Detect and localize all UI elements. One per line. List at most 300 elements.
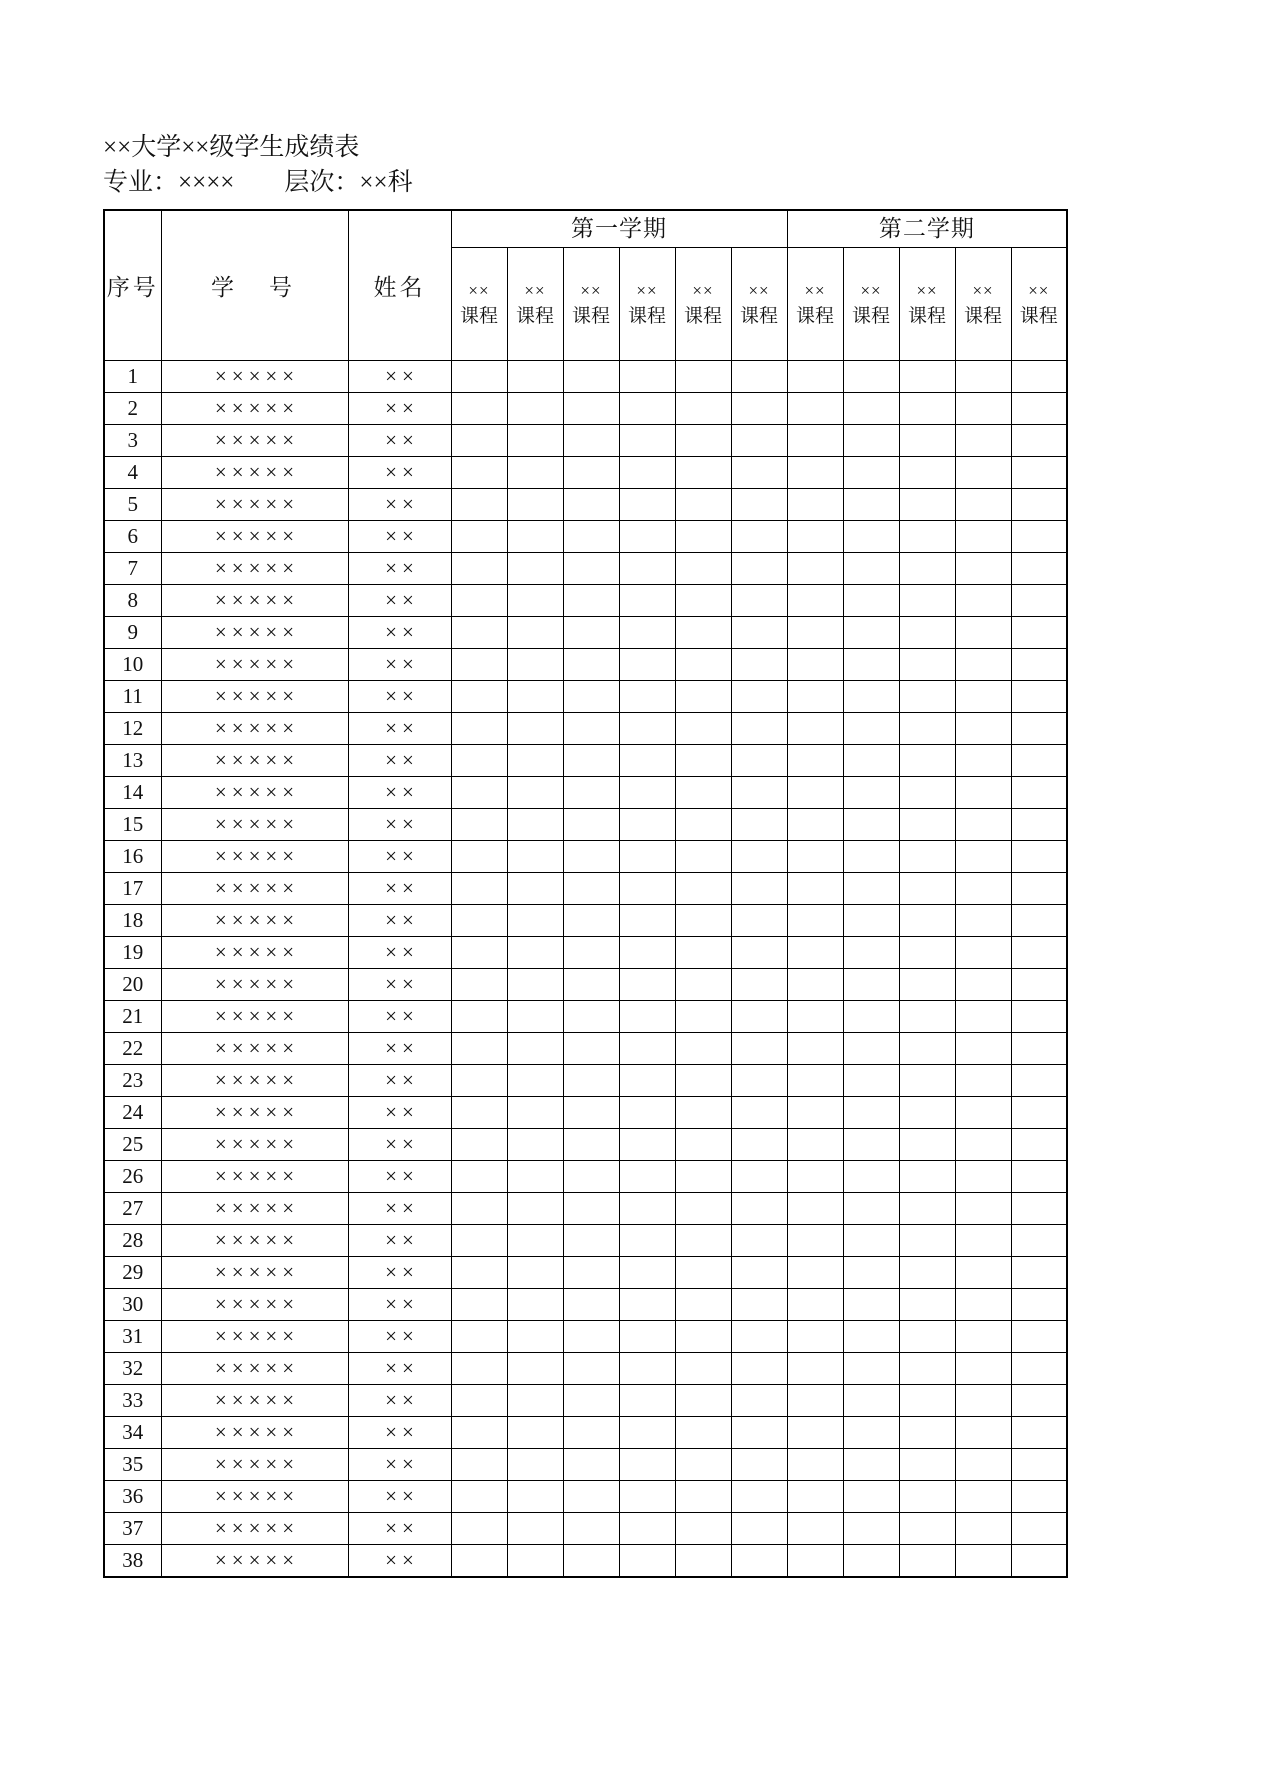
cell-score-s2-3[interactable] (899, 1193, 955, 1225)
cell-score-s2-2[interactable] (843, 873, 899, 905)
cell-score-s1-1[interactable] (451, 1321, 507, 1353)
cell-score-s2-4[interactable] (955, 1065, 1011, 1097)
cell-score-s2-4[interactable] (955, 1545, 1011, 1578)
cell-score-s2-2[interactable] (843, 1193, 899, 1225)
cell-score-s2-3[interactable] (899, 1097, 955, 1129)
cell-score-s1-5[interactable] (675, 1449, 731, 1481)
cell-score-s2-3[interactable] (899, 617, 955, 649)
cell-score-s2-5[interactable] (1011, 1001, 1067, 1033)
cell-score-s1-4[interactable] (619, 1225, 675, 1257)
cell-score-s2-1[interactable] (787, 1513, 843, 1545)
cell-score-s2-3[interactable] (899, 905, 955, 937)
cell-score-s1-5[interactable] (675, 521, 731, 553)
cell-score-s1-6[interactable] (731, 809, 787, 841)
cell-score-s2-4[interactable] (955, 1033, 1011, 1065)
cell-score-s1-6[interactable] (731, 937, 787, 969)
cell-score-s2-5[interactable] (1011, 1097, 1067, 1129)
cell-score-s1-3[interactable] (563, 361, 619, 393)
cell-score-s1-6[interactable] (731, 1321, 787, 1353)
cell-score-s1-5[interactable] (675, 617, 731, 649)
cell-score-s1-6[interactable] (731, 361, 787, 393)
cell-score-s1-1[interactable] (451, 841, 507, 873)
cell-score-s1-3[interactable] (563, 969, 619, 1001)
cell-score-s2-1[interactable] (787, 1129, 843, 1161)
cell-score-s2-5[interactable] (1011, 1385, 1067, 1417)
cell-score-s1-5[interactable] (675, 809, 731, 841)
cell-score-s1-2[interactable] (507, 1193, 563, 1225)
cell-score-s1-4[interactable] (619, 425, 675, 457)
cell-score-s2-1[interactable] (787, 1289, 843, 1321)
cell-score-s1-3[interactable] (563, 1321, 619, 1353)
cell-score-s2-2[interactable] (843, 1033, 899, 1065)
cell-score-s1-3[interactable] (563, 681, 619, 713)
cell-score-s2-4[interactable] (955, 425, 1011, 457)
cell-score-s2-4[interactable] (955, 1449, 1011, 1481)
cell-score-s2-1[interactable] (787, 1225, 843, 1257)
cell-score-s2-3[interactable] (899, 937, 955, 969)
cell-score-s1-4[interactable] (619, 1417, 675, 1449)
cell-score-s1-1[interactable] (451, 1289, 507, 1321)
cell-score-s2-2[interactable] (843, 1449, 899, 1481)
cell-score-s1-2[interactable] (507, 809, 563, 841)
cell-score-s1-4[interactable] (619, 1065, 675, 1097)
cell-score-s2-4[interactable] (955, 681, 1011, 713)
cell-score-s1-2[interactable] (507, 1161, 563, 1193)
cell-score-s1-2[interactable] (507, 777, 563, 809)
cell-score-s1-2[interactable] (507, 617, 563, 649)
cell-score-s1-1[interactable] (451, 393, 507, 425)
cell-score-s2-5[interactable] (1011, 489, 1067, 521)
cell-score-s1-2[interactable] (507, 1065, 563, 1097)
cell-score-s1-3[interactable] (563, 617, 619, 649)
cell-score-s2-3[interactable] (899, 745, 955, 777)
cell-score-s1-4[interactable] (619, 681, 675, 713)
cell-score-s2-4[interactable] (955, 745, 1011, 777)
cell-score-s1-2[interactable] (507, 553, 563, 585)
cell-score-s2-1[interactable] (787, 809, 843, 841)
cell-score-s2-4[interactable] (955, 1289, 1011, 1321)
cell-score-s1-6[interactable] (731, 777, 787, 809)
cell-score-s1-5[interactable] (675, 1225, 731, 1257)
cell-score-s1-6[interactable] (731, 585, 787, 617)
cell-score-s2-2[interactable] (843, 745, 899, 777)
cell-score-s1-2[interactable] (507, 713, 563, 745)
cell-score-s2-5[interactable] (1011, 873, 1067, 905)
cell-score-s1-5[interactable] (675, 393, 731, 425)
cell-score-s1-2[interactable] (507, 745, 563, 777)
cell-score-s1-2[interactable] (507, 873, 563, 905)
cell-score-s1-5[interactable] (675, 905, 731, 937)
cell-score-s2-1[interactable] (787, 1545, 843, 1578)
cell-score-s1-4[interactable] (619, 905, 675, 937)
cell-score-s2-4[interactable] (955, 489, 1011, 521)
cell-score-s2-4[interactable] (955, 617, 1011, 649)
cell-score-s1-1[interactable] (451, 425, 507, 457)
cell-score-s2-3[interactable] (899, 425, 955, 457)
cell-score-s2-2[interactable] (843, 969, 899, 1001)
cell-score-s2-5[interactable] (1011, 1161, 1067, 1193)
cell-score-s1-4[interactable] (619, 873, 675, 905)
cell-score-s2-5[interactable] (1011, 1513, 1067, 1545)
cell-score-s2-1[interactable] (787, 361, 843, 393)
cell-score-s2-3[interactable] (899, 553, 955, 585)
cell-score-s2-1[interactable] (787, 393, 843, 425)
cell-score-s2-3[interactable] (899, 1289, 955, 1321)
cell-score-s2-1[interactable] (787, 1257, 843, 1289)
cell-score-s1-1[interactable] (451, 1481, 507, 1513)
cell-score-s1-2[interactable] (507, 1321, 563, 1353)
cell-score-s1-5[interactable] (675, 1385, 731, 1417)
cell-score-s1-2[interactable] (507, 937, 563, 969)
cell-score-s2-5[interactable] (1011, 1545, 1067, 1578)
cell-score-s2-3[interactable] (899, 681, 955, 713)
cell-score-s1-3[interactable] (563, 1161, 619, 1193)
cell-score-s2-3[interactable] (899, 1225, 955, 1257)
cell-score-s2-5[interactable] (1011, 1129, 1067, 1161)
cell-score-s2-3[interactable] (899, 1353, 955, 1385)
cell-score-s1-6[interactable] (731, 649, 787, 681)
cell-score-s1-5[interactable] (675, 745, 731, 777)
cell-score-s2-4[interactable] (955, 809, 1011, 841)
cell-score-s1-5[interactable] (675, 457, 731, 489)
cell-score-s1-6[interactable] (731, 1097, 787, 1129)
cell-score-s2-4[interactable] (955, 1417, 1011, 1449)
cell-score-s1-3[interactable] (563, 489, 619, 521)
cell-score-s1-5[interactable] (675, 937, 731, 969)
cell-score-s2-4[interactable] (955, 393, 1011, 425)
cell-score-s2-1[interactable] (787, 457, 843, 489)
cell-score-s1-1[interactable] (451, 457, 507, 489)
cell-score-s1-1[interactable] (451, 1161, 507, 1193)
cell-score-s2-2[interactable] (843, 617, 899, 649)
cell-score-s1-2[interactable] (507, 521, 563, 553)
cell-score-s2-4[interactable] (955, 1385, 1011, 1417)
cell-score-s2-3[interactable] (899, 1033, 955, 1065)
cell-score-s2-3[interactable] (899, 361, 955, 393)
cell-score-s2-4[interactable] (955, 1129, 1011, 1161)
cell-score-s1-3[interactable] (563, 745, 619, 777)
cell-score-s1-1[interactable] (451, 1225, 507, 1257)
cell-score-s2-1[interactable] (787, 1065, 843, 1097)
cell-score-s1-6[interactable] (731, 873, 787, 905)
cell-score-s1-6[interactable] (731, 553, 787, 585)
cell-score-s2-1[interactable] (787, 1449, 843, 1481)
cell-score-s1-1[interactable] (451, 585, 507, 617)
cell-score-s2-1[interactable] (787, 1193, 843, 1225)
cell-score-s2-2[interactable] (843, 809, 899, 841)
cell-score-s1-3[interactable] (563, 457, 619, 489)
cell-score-s2-3[interactable] (899, 1481, 955, 1513)
cell-score-s1-1[interactable] (451, 1513, 507, 1545)
cell-score-s2-5[interactable] (1011, 745, 1067, 777)
cell-score-s1-6[interactable] (731, 1129, 787, 1161)
cell-score-s1-3[interactable] (563, 1449, 619, 1481)
cell-score-s1-1[interactable] (451, 777, 507, 809)
cell-score-s2-4[interactable] (955, 1225, 1011, 1257)
cell-score-s2-2[interactable] (843, 777, 899, 809)
cell-score-s1-1[interactable] (451, 745, 507, 777)
cell-score-s2-5[interactable] (1011, 969, 1067, 1001)
cell-score-s2-2[interactable] (843, 1065, 899, 1097)
cell-score-s1-5[interactable] (675, 1257, 731, 1289)
cell-score-s1-6[interactable] (731, 489, 787, 521)
cell-score-s1-4[interactable] (619, 1545, 675, 1578)
cell-score-s1-6[interactable] (731, 1449, 787, 1481)
cell-score-s2-4[interactable] (955, 1257, 1011, 1289)
cell-score-s2-3[interactable] (899, 1001, 955, 1033)
cell-score-s1-2[interactable] (507, 1481, 563, 1513)
cell-score-s1-1[interactable] (451, 1097, 507, 1129)
cell-score-s2-3[interactable] (899, 969, 955, 1001)
cell-score-s1-3[interactable] (563, 521, 619, 553)
cell-score-s1-5[interactable] (675, 1513, 731, 1545)
cell-score-s1-4[interactable] (619, 1513, 675, 1545)
cell-score-s2-5[interactable] (1011, 777, 1067, 809)
cell-score-s2-4[interactable] (955, 553, 1011, 585)
cell-score-s2-3[interactable] (899, 873, 955, 905)
cell-score-s1-2[interactable] (507, 1001, 563, 1033)
cell-score-s2-4[interactable] (955, 1193, 1011, 1225)
cell-score-s1-3[interactable] (563, 1001, 619, 1033)
cell-score-s2-1[interactable] (787, 553, 843, 585)
cell-score-s1-2[interactable] (507, 393, 563, 425)
cell-score-s2-5[interactable] (1011, 1417, 1067, 1449)
cell-score-s1-5[interactable] (675, 1097, 731, 1129)
cell-score-s1-4[interactable] (619, 393, 675, 425)
cell-score-s1-1[interactable] (451, 969, 507, 1001)
cell-score-s1-1[interactable] (451, 1193, 507, 1225)
cell-score-s1-5[interactable] (675, 1481, 731, 1513)
cell-score-s2-2[interactable] (843, 1161, 899, 1193)
cell-score-s1-4[interactable] (619, 489, 675, 521)
cell-score-s1-3[interactable] (563, 841, 619, 873)
cell-score-s1-2[interactable] (507, 1449, 563, 1481)
cell-score-s1-3[interactable] (563, 1129, 619, 1161)
cell-score-s1-5[interactable] (675, 873, 731, 905)
cell-score-s2-5[interactable] (1011, 361, 1067, 393)
cell-score-s1-4[interactable] (619, 745, 675, 777)
cell-score-s2-4[interactable] (955, 1097, 1011, 1129)
cell-score-s2-1[interactable] (787, 1481, 843, 1513)
cell-score-s1-6[interactable] (731, 681, 787, 713)
cell-score-s2-5[interactable] (1011, 1481, 1067, 1513)
cell-score-s2-2[interactable] (843, 457, 899, 489)
cell-score-s2-3[interactable] (899, 1161, 955, 1193)
cell-score-s1-3[interactable] (563, 393, 619, 425)
cell-score-s2-2[interactable] (843, 1545, 899, 1578)
cell-score-s1-5[interactable] (675, 1161, 731, 1193)
cell-score-s1-1[interactable] (451, 1417, 507, 1449)
cell-score-s1-6[interactable] (731, 1257, 787, 1289)
cell-score-s1-6[interactable] (731, 1353, 787, 1385)
cell-score-s2-5[interactable] (1011, 1065, 1067, 1097)
cell-score-s2-1[interactable] (787, 681, 843, 713)
cell-score-s2-5[interactable] (1011, 1449, 1067, 1481)
cell-score-s2-2[interactable] (843, 521, 899, 553)
cell-score-s2-5[interactable] (1011, 1033, 1067, 1065)
cell-score-s2-1[interactable] (787, 873, 843, 905)
cell-score-s1-5[interactable] (675, 1129, 731, 1161)
cell-score-s2-2[interactable] (843, 1353, 899, 1385)
cell-score-s1-4[interactable] (619, 1193, 675, 1225)
cell-score-s2-5[interactable] (1011, 681, 1067, 713)
cell-score-s2-4[interactable] (955, 969, 1011, 1001)
cell-score-s1-3[interactable] (563, 1225, 619, 1257)
cell-score-s2-3[interactable] (899, 585, 955, 617)
cell-score-s2-4[interactable] (955, 585, 1011, 617)
cell-score-s1-2[interactable] (507, 681, 563, 713)
cell-score-s2-2[interactable] (843, 1097, 899, 1129)
cell-score-s2-2[interactable] (843, 713, 899, 745)
cell-score-s2-2[interactable] (843, 425, 899, 457)
cell-score-s1-4[interactable] (619, 1321, 675, 1353)
cell-score-s1-3[interactable] (563, 553, 619, 585)
cell-score-s1-6[interactable] (731, 745, 787, 777)
cell-score-s2-1[interactable] (787, 841, 843, 873)
cell-score-s1-5[interactable] (675, 585, 731, 617)
cell-score-s1-5[interactable] (675, 1033, 731, 1065)
cell-score-s2-3[interactable] (899, 1385, 955, 1417)
cell-score-s1-3[interactable] (563, 1417, 619, 1449)
cell-score-s1-5[interactable] (675, 1321, 731, 1353)
cell-score-s1-2[interactable] (507, 969, 563, 1001)
cell-score-s2-4[interactable] (955, 713, 1011, 745)
cell-score-s1-4[interactable] (619, 1033, 675, 1065)
cell-score-s2-2[interactable] (843, 1225, 899, 1257)
cell-score-s2-1[interactable] (787, 425, 843, 457)
cell-score-s2-1[interactable] (787, 1353, 843, 1385)
cell-score-s2-3[interactable] (899, 1129, 955, 1161)
cell-score-s1-6[interactable] (731, 905, 787, 937)
cell-score-s2-2[interactable] (843, 1385, 899, 1417)
cell-score-s2-3[interactable] (899, 809, 955, 841)
cell-score-s1-4[interactable] (619, 937, 675, 969)
cell-score-s2-3[interactable] (899, 489, 955, 521)
cell-score-s2-5[interactable] (1011, 617, 1067, 649)
cell-score-s2-1[interactable] (787, 1385, 843, 1417)
cell-score-s2-1[interactable] (787, 649, 843, 681)
cell-score-s2-2[interactable] (843, 1001, 899, 1033)
cell-score-s1-5[interactable] (675, 1353, 731, 1385)
cell-score-s1-6[interactable] (731, 1065, 787, 1097)
cell-score-s2-4[interactable] (955, 1321, 1011, 1353)
cell-score-s1-1[interactable] (451, 713, 507, 745)
cell-score-s1-3[interactable] (563, 649, 619, 681)
cell-score-s2-1[interactable] (787, 1097, 843, 1129)
cell-score-s2-4[interactable] (955, 457, 1011, 489)
cell-score-s1-3[interactable] (563, 1097, 619, 1129)
cell-score-s1-5[interactable] (675, 361, 731, 393)
cell-score-s2-2[interactable] (843, 1513, 899, 1545)
cell-score-s2-5[interactable] (1011, 521, 1067, 553)
cell-score-s2-4[interactable] (955, 361, 1011, 393)
cell-score-s1-6[interactable] (731, 713, 787, 745)
cell-score-s2-2[interactable] (843, 1481, 899, 1513)
cell-score-s1-5[interactable] (675, 553, 731, 585)
cell-score-s2-2[interactable] (843, 1321, 899, 1353)
cell-score-s1-1[interactable] (451, 1449, 507, 1481)
cell-score-s2-4[interactable] (955, 1001, 1011, 1033)
cell-score-s1-2[interactable] (507, 585, 563, 617)
cell-score-s1-2[interactable] (507, 1097, 563, 1129)
cell-score-s1-2[interactable] (507, 1225, 563, 1257)
cell-score-s1-6[interactable] (731, 457, 787, 489)
cell-score-s1-2[interactable] (507, 905, 563, 937)
cell-score-s1-4[interactable] (619, 1385, 675, 1417)
cell-score-s2-5[interactable] (1011, 905, 1067, 937)
cell-score-s1-1[interactable] (451, 1129, 507, 1161)
cell-score-s1-6[interactable] (731, 1225, 787, 1257)
cell-score-s2-5[interactable] (1011, 585, 1067, 617)
cell-score-s1-4[interactable] (619, 969, 675, 1001)
cell-score-s1-5[interactable] (675, 1417, 731, 1449)
cell-score-s1-4[interactable] (619, 361, 675, 393)
cell-score-s2-5[interactable] (1011, 1321, 1067, 1353)
cell-score-s2-2[interactable] (843, 681, 899, 713)
cell-score-s1-4[interactable] (619, 841, 675, 873)
cell-score-s2-1[interactable] (787, 905, 843, 937)
cell-score-s1-4[interactable] (619, 553, 675, 585)
cell-score-s1-3[interactable] (563, 1193, 619, 1225)
cell-score-s2-5[interactable] (1011, 1193, 1067, 1225)
cell-score-s1-5[interactable] (675, 489, 731, 521)
cell-score-s2-1[interactable] (787, 1321, 843, 1353)
cell-score-s1-4[interactable] (619, 649, 675, 681)
cell-score-s1-1[interactable] (451, 1385, 507, 1417)
cell-score-s2-4[interactable] (955, 1353, 1011, 1385)
cell-score-s1-4[interactable] (619, 1097, 675, 1129)
cell-score-s2-2[interactable] (843, 1417, 899, 1449)
cell-score-s1-2[interactable] (507, 1353, 563, 1385)
cell-score-s1-6[interactable] (731, 1001, 787, 1033)
cell-score-s2-3[interactable] (899, 457, 955, 489)
cell-score-s1-1[interactable] (451, 1033, 507, 1065)
cell-score-s1-3[interactable] (563, 1257, 619, 1289)
cell-score-s1-6[interactable] (731, 1033, 787, 1065)
cell-score-s2-4[interactable] (955, 649, 1011, 681)
cell-score-s1-5[interactable] (675, 969, 731, 1001)
cell-score-s1-6[interactable] (731, 1481, 787, 1513)
cell-score-s1-2[interactable] (507, 1129, 563, 1161)
cell-score-s1-1[interactable] (451, 1001, 507, 1033)
cell-score-s1-1[interactable] (451, 1065, 507, 1097)
cell-score-s2-1[interactable] (787, 521, 843, 553)
cell-score-s2-3[interactable] (899, 649, 955, 681)
cell-score-s2-4[interactable] (955, 521, 1011, 553)
cell-score-s1-1[interactable] (451, 809, 507, 841)
cell-score-s1-5[interactable] (675, 1545, 731, 1578)
cell-score-s1-4[interactable] (619, 1001, 675, 1033)
cell-score-s2-5[interactable] (1011, 841, 1067, 873)
cell-score-s1-6[interactable] (731, 969, 787, 1001)
cell-score-s1-6[interactable] (731, 425, 787, 457)
cell-score-s1-2[interactable] (507, 841, 563, 873)
cell-score-s2-2[interactable] (843, 905, 899, 937)
cell-score-s2-5[interactable] (1011, 553, 1067, 585)
cell-score-s1-6[interactable] (731, 521, 787, 553)
cell-score-s1-3[interactable] (563, 1545, 619, 1578)
cell-score-s1-1[interactable] (451, 617, 507, 649)
cell-score-s2-4[interactable] (955, 841, 1011, 873)
cell-score-s1-3[interactable] (563, 809, 619, 841)
cell-score-s2-1[interactable] (787, 1417, 843, 1449)
cell-score-s1-3[interactable] (563, 1513, 619, 1545)
cell-score-s2-5[interactable] (1011, 425, 1067, 457)
cell-score-s1-3[interactable] (563, 777, 619, 809)
cell-score-s2-5[interactable] (1011, 649, 1067, 681)
cell-score-s2-1[interactable] (787, 585, 843, 617)
cell-score-s1-2[interactable] (507, 1513, 563, 1545)
